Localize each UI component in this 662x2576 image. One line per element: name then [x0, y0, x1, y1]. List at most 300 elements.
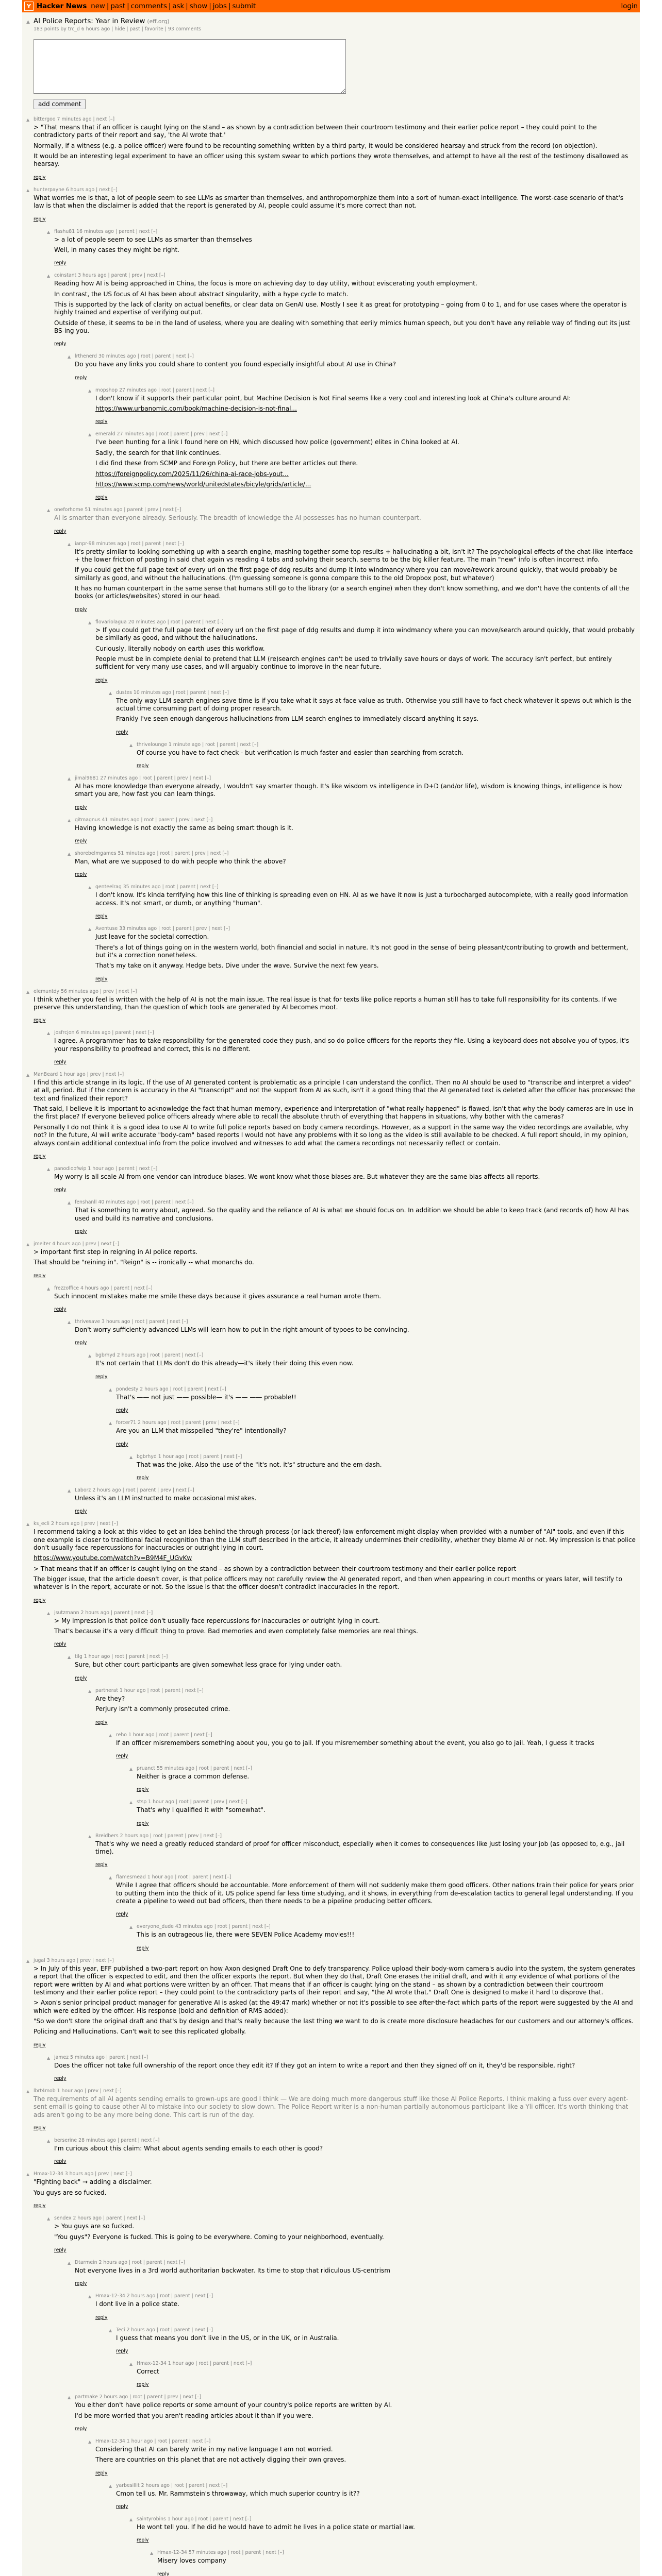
upvote-arrow-icon[interactable]: ▲: [47, 1031, 51, 1036]
reply-link[interactable]: reply: [75, 1509, 87, 1515]
reply-link[interactable]: reply: [95, 2314, 108, 2320]
reply-link[interactable]: reply: [34, 1153, 46, 1159]
comment-meta[interactable]: elemuntdy 56 minutes ago | prev | next [–]: [34, 988, 137, 994]
comment-paragraph: AI has more knowledge than everyone already, I wouldn't say smarter though. It's like wisdom vs intelligence in D+D (and/or life), wisdom is knowing things, intelligence is how smart you are, how fast you can learn things.: [75, 783, 622, 798]
comment-paragraph: I dont live in a police state.: [95, 2300, 179, 2308]
comment: [68, 1199, 640, 1235]
upvote-arrow-icon[interactable]: ▲: [47, 1166, 51, 1172]
comment-paragraph: "You guys"? Everyone is fucked. This is going to be everywhere. Coming to your neighborhood, eventually.: [54, 2233, 384, 2241]
comment: [47, 1285, 640, 1313]
reply-link[interactable]: reply: [137, 2382, 149, 2388]
comment-meta[interactable]: stsp 1 hour ago | root | parent | prev | next [–]: [137, 1799, 247, 1805]
reply-link[interactable]: reply: [137, 763, 149, 769]
comment-text: [34, 1248, 636, 1267]
reply-link[interactable]: reply: [95, 913, 108, 920]
reply-link[interactable]: reply: [34, 1273, 46, 1279]
reply-link[interactable]: reply: [75, 375, 87, 381]
comment-paragraph: Of course you have to fact check - but verification is much faster and easier than searching from scratch.: [137, 749, 464, 756]
comment-meta[interactable]: flamesmead 1 hour ago | root | parent | next [–]: [116, 1874, 231, 1880]
reply-link[interactable]: reply: [116, 729, 128, 735]
upvote-arrow-icon[interactable]: ▲: [68, 1320, 71, 1325]
reply-link[interactable]: reply: [116, 1911, 128, 1918]
upvote-arrow-icon[interactable]: ▲: [47, 2216, 51, 2222]
comment-paragraph: That should be "reining in". "Reign" is -- ironically -- what monarchs do.: [34, 1259, 254, 1266]
comment-text: [75, 824, 636, 832]
comment-text: [75, 1326, 636, 1334]
comment: [88, 2293, 640, 2320]
comment: [68, 817, 640, 844]
comment-text: [116, 1882, 636, 1905]
add-comment-button[interactable]: add comment: [34, 99, 86, 109]
comment-meta[interactable]: flashu81 16 minutes ago | parent | next [–]: [54, 228, 158, 234]
upvote-arrow-icon[interactable]: ▲: [26, 989, 30, 994]
upvote-arrow-icon[interactable]: ▲: [88, 927, 92, 932]
comment: [109, 1420, 640, 1447]
reply-link[interactable]: reply: [95, 419, 108, 425]
comment-text: [34, 996, 636, 1012]
reply-link[interactable]: reply: [54, 260, 67, 266]
nav-separator: |: [168, 2, 171, 10]
comment-paragraph: Perjury isn't a commonly prosecuted crime.: [95, 1705, 230, 1713]
comment-paragraph: Does the officer not take full ownership of the report once they edit it? If they got an intern to write a report and then they signed off on it, they'd be responsible, right?: [54, 2061, 575, 2069]
comment-paragraph: You either don't have police reports or some amount of your country's police reports are written by AI.: [75, 2401, 392, 2409]
comment-meta[interactable]: hunterpayne 6 hours ago | next [–]: [34, 187, 118, 193]
comment-paragraph: Not everyone lives in a 3rd world authoritarian backwater. Its time to stop that ridiculous US-centrism: [75, 2266, 390, 2274]
upvote-arrow-icon[interactable]: ▲: [88, 1834, 92, 1839]
comment-meta[interactable]: lbrt4mob 1 hour ago | prev | next [–]: [34, 2088, 122, 2094]
comment: [47, 2215, 640, 2253]
comment: [109, 690, 640, 736]
reply-link[interactable]: reply: [34, 1597, 46, 1603]
upvote-arrow-icon[interactable]: ▲: [26, 117, 30, 122]
upvote-arrow-icon[interactable]: ▲: [68, 2260, 71, 2265]
nav-separator: |: [106, 2, 109, 10]
comment-paragraph: > Axon's senior principal product manager for generative AI is asked (at the 49:47 mark) whether or not it's possible to see after-the-fact which parts of the report were suggested by the AI and which were edited by the officer. His response (bold and definition of RMS added):: [34, 1999, 633, 2014]
comment-text: [95, 395, 636, 413]
comment-paragraph: There's a lot of things going on in the western world, both financial and social in nature. It's not good in the sense of being pleasant/contributing to growth and betterment, but it's a correction nonetheless.: [95, 943, 628, 959]
comment-text: [54, 1293, 636, 1300]
reply-link[interactable]: reply: [116, 1441, 128, 1447]
reply-link[interactable]: reply: [95, 1374, 108, 1380]
comment: [26, 187, 640, 223]
comment: [129, 1924, 640, 1951]
upvote-arrow-icon[interactable]: ▲: [47, 274, 51, 279]
upvote-arrow-icon[interactable]: ▲: [26, 2172, 30, 2177]
upvote-arrow-icon[interactable]: ▲: [109, 2328, 112, 2333]
comment-meta[interactable]: frezzoffice 4 hours ago | parent | next [–]: [54, 1285, 153, 1291]
upvote-arrow-icon[interactable]: ▲: [88, 2294, 92, 2299]
comment-meta[interactable]: genteelrag 35 minutes ago | root | parent | next [–]: [95, 884, 219, 890]
upvote-arrow-icon[interactable]: ▲: [26, 188, 30, 193]
comment-paragraph: Don't worry sufficiently advanced LLMs will learn how to put in the right amount of typoes to be convincing.: [75, 1326, 409, 1334]
comment-link[interactable]: https://www.youtube.com/watch?v=B9M4F_UGvKw: [34, 1554, 192, 1562]
comment-meta[interactable]: bgbrhyd 2 hours ago | root | parent | next [–]: [95, 1352, 204, 1359]
upvote-arrow-icon[interactable]: ▲: [47, 1286, 51, 1291]
comment-text: [75, 1495, 636, 1502]
login-link[interactable]: login: [621, 2, 638, 10]
reply-link[interactable]: reply: [54, 1641, 67, 1648]
upvote-arrow-icon[interactable]: ▲: [26, 20, 30, 25]
comment-paragraph: This is supported by the lack of clarity on actual benefits, or clear data on GenAI use. Mostly I see it as great for prototyping – going from 0 to 1, and for use cases where the operator is highly trained and expertise of verifying output.: [54, 300, 627, 316]
reply-link[interactable]: reply: [137, 1475, 149, 1481]
reply-link[interactable]: reply: [137, 1787, 149, 1793]
upvote-arrow-icon[interactable]: ▲: [26, 2089, 30, 2094]
reply-link[interactable]: reply: [54, 1059, 67, 1065]
comment-meta[interactable]: jimal9681 27 minutes ago | root | parent | prev | next [–]: [75, 775, 211, 782]
comment-text: [95, 1695, 636, 1714]
reply-link[interactable]: reply: [75, 1340, 87, 1346]
comment-text: [75, 1207, 636, 1223]
comment-paragraph: That's my take on it anyway. Hedge bets. Dive under the wave. Survive the next few years.: [95, 962, 379, 970]
upvote-arrow-icon[interactable]: ▲: [26, 1522, 30, 1527]
upvote-arrow-icon[interactable]: ▲: [47, 229, 51, 234]
comment-paragraph: I've been hunting for a link I found here on HN, which discussed how police (government) elites in China looked at AI.: [95, 438, 459, 446]
comment-text: [137, 2368, 636, 2376]
comment-textarea[interactable]: [34, 39, 346, 94]
upvote-arrow-icon[interactable]: ▲: [129, 1766, 133, 1771]
upvote-arrow-icon[interactable]: ▲: [26, 1958, 30, 1963]
reply-link[interactable]: reply: [75, 804, 87, 810]
upvote-arrow-icon[interactable]: ▲: [129, 2361, 133, 2366]
comment-paragraph: Just leave for the societal correction.: [95, 933, 209, 941]
comment-paragraph: That is something to worry about, agreed. So the quality and the reliance of AI is what we should focus on. In addition we should be able to keep track (and records of) how AI has used and build its narrative and conclusions.: [75, 1207, 629, 1222]
reply-link[interactable]: reply: [95, 495, 108, 501]
comment: [109, 1386, 640, 1414]
reply-link[interactable]: reply: [75, 1229, 87, 1234]
comment-text: [116, 697, 636, 723]
reply-link[interactable]: reply: [95, 677, 108, 683]
comment-text: [54, 2145, 636, 2153]
comment-paragraph: What worries me is that, a lot of people seem to see LLMs as smarter than themselves, and anthropomorphize them into a sort of human-exact intelligence. The worst-case scenario of that's law is that when the disclaimer is added that the report is generated by AI, people could assume it's more correct than not.: [34, 194, 623, 210]
comment-paragraph: You guys are so fucked.: [34, 2189, 107, 2196]
reply-link[interactable]: reply: [54, 1307, 67, 1313]
comment-text: [75, 2401, 636, 2420]
comment: [68, 353, 640, 381]
comment-text: [34, 1965, 636, 2036]
reply-link[interactable]: reply: [95, 1862, 108, 1868]
upvote-arrow-icon[interactable]: ▲: [26, 1242, 30, 1247]
comment: [88, 619, 640, 684]
comment-meta[interactable]: mopshop 27 minutes ago | root | parent | next [–]: [95, 387, 215, 393]
comment-meta[interactable]: jmeiter 4 hours ago | prev | next [–]: [34, 1241, 120, 1247]
comment-text: [75, 548, 636, 601]
upvote-arrow-icon[interactable]: ▲: [68, 354, 71, 360]
upvote-arrow-icon[interactable]: ▲: [88, 388, 92, 393]
comment: [129, 2516, 640, 2544]
reply-link[interactable]: reply: [95, 1719, 108, 1725]
nav-link-show[interactable]: show: [189, 2, 208, 10]
comment: [150, 2550, 640, 2576]
comment-meta[interactable]: lrthenerd 30 minutes ago | root | parent | next [–]: [75, 353, 194, 360]
comment-meta[interactable]: partnerat 1 hour ago | root | parent | next [–]: [95, 1687, 204, 1693]
nav-links: [91, 3, 256, 10]
comment: [88, 884, 640, 920]
comment-paragraph: Outside of these, it seems to be in the land of useless, where you are dealing with something that eerily mimics human speech, but you don't have any reliable way of finding out its just BS-ing you.: [54, 319, 631, 335]
comment-meta[interactable]: fenshanll 40 minutes ago | root | parent | next [–]: [75, 1199, 194, 1206]
comment: [26, 1072, 640, 1160]
comment-meta[interactable]: oneforhome 51 minutes ago | parent | prev | next [–]: [54, 507, 181, 513]
comment: [88, 926, 640, 982]
comment-meta[interactable]: yarbesillit 2 hours ago | root | parent | next [–]: [116, 2482, 228, 2488]
comment-paragraph: AI is smarter than everyone already. Seriously. The breadth of knowledge the AI possesses has no human counterpart.: [54, 514, 421, 522]
upvote-arrow-icon[interactable]: ▲: [129, 1925, 133, 1930]
upvote-arrow-icon[interactable]: ▲: [88, 432, 92, 437]
comment-meta[interactable]: Hmax-12-34 57 minutes ago | root | parent | next [–]: [157, 2550, 284, 2556]
comment-text: [137, 749, 636, 757]
comment-text: [54, 1617, 636, 1636]
upvote-arrow-icon[interactable]: ▲: [68, 1200, 71, 1206]
comment: [26, 2171, 640, 2209]
comment: [68, 541, 640, 613]
comment-meta[interactable]: Aventuse 33 minutes ago | root | parent | prev | next [–]: [95, 926, 230, 932]
reply-link[interactable]: reply: [34, 2125, 46, 2131]
comment: [109, 2327, 640, 2354]
comment-meta[interactable]: bittergoo 7 minutes ago | next [–]: [34, 116, 115, 122]
comment-paragraph: It's not certain that LLMs don't do this already—it's likely their doing this even now.: [95, 1360, 354, 1367]
comment-paragraph: That was the joke. Also the use of the "it's not. it's" structure and the em-dash.: [137, 1461, 382, 1468]
comment-meta[interactable]: panodioofwip 1 hour ago | parent | next [–]: [54, 1165, 158, 1172]
upvote-arrow-icon[interactable]: ▲: [129, 1454, 133, 1460]
upvote-arrow-icon[interactable]: ▲: [129, 742, 133, 748]
reply-link[interactable]: reply: [95, 976, 108, 982]
comment-text: [34, 1528, 636, 1591]
comment-text: [137, 1461, 636, 1469]
comment-meta[interactable]: reho 1 hour ago | root | parent | next [–]: [116, 1732, 212, 1738]
nav-link-ask[interactable]: ask: [172, 2, 185, 10]
story-title[interactable]: AI Police Reports: Year in Review: [34, 18, 145, 25]
comment: [47, 1166, 640, 1193]
comment-meta[interactable]: thrivesave 3 hours ago | root | parent | next [–]: [75, 1319, 188, 1325]
comment: [88, 1688, 640, 1726]
reply-link[interactable]: reply: [137, 1945, 149, 1951]
reply-link[interactable]: reply: [116, 2504, 128, 2510]
comment-paragraph: "So we don't store the original draft and that's by design and that's really because the last thing we want to do is create more disclosure headaches for our customers and our attorney's offices.: [34, 2017, 634, 2025]
comment-meta[interactable]: shorebelmgames 51 minutes ago | root | parent | prev | next [–]: [75, 851, 229, 857]
comment-meta[interactable]: Hmax-12-34 3 hours ago | prev | next [–]: [34, 2171, 132, 2177]
reply-link[interactable]: reply: [116, 1753, 128, 1759]
comment-paragraph: Correct: [137, 2367, 159, 2375]
comment-text: [75, 783, 636, 799]
upvote-arrow-icon[interactable]: ▲: [88, 620, 92, 625]
reply-link[interactable]: reply: [54, 2076, 67, 2082]
story-subtext: 183 points by trc_d 6 hours ago | hide | past | favorite | 93 comments: [34, 26, 201, 32]
upvote-arrow-icon[interactable]: ▲: [109, 1387, 112, 1392]
comment-paragraph: Do you have any links you could share to content you found especially insightful about AI use in China?: [75, 361, 396, 368]
reply-link[interactable]: reply: [54, 1187, 67, 1193]
reply-link[interactable]: reply: [157, 2571, 170, 2576]
reply-link[interactable]: reply: [116, 2348, 128, 2354]
comment-paragraph: > "That means that if an officer is caught lying on the stand – as shown by a contradiction between their courtroom testimony and their earlier police report – they could point to the contradictory parts of their report and say, 'the AI wrote that.': [34, 124, 597, 139]
upvote-arrow-icon[interactable]: ▲: [47, 508, 51, 513]
comment: [68, 1487, 640, 1515]
y-logo-icon[interactable]: Y: [24, 2, 34, 11]
upvote-arrow-icon[interactable]: ▲: [68, 1655, 71, 1660]
upvote-arrow-icon[interactable]: ▲: [47, 2055, 51, 2060]
comment-paragraph: > My impression is that police don't usually face repercussions for inaccuracies or outright lying in court.: [54, 1617, 380, 1624]
comment-paragraph: Neither is grace a common defense.: [137, 1772, 250, 1780]
nav-separator: |: [127, 2, 129, 10]
upvote-arrow-icon[interactable]: ▲: [109, 1875, 112, 1880]
comment-text: [34, 2095, 636, 2119]
reply-link[interactable]: reply: [137, 1820, 149, 1826]
upvote-arrow-icon[interactable]: ▲: [68, 776, 71, 782]
comment-meta[interactable]: Hmax-12-34 2 hours ago | root | parent | next [–]: [95, 2293, 213, 2299]
comment-paragraph: Having knowledge is not exactly the same as being smart though is it.: [75, 824, 293, 832]
comment-meta[interactable]: josfrcjon 6 minutes ago | parent | next [–]: [54, 1030, 154, 1036]
comment: [88, 2438, 640, 2477]
comment-meta[interactable]: pondesty 2 hours ago | root | parent | next [–]: [116, 1386, 226, 1392]
story: [22, 12, 640, 111]
comment-paragraph: While I agree that officers should be accountable. More enforcement of them will not suddenly make them good officers. Other nations train their police for years prior to putting them into the thick of it. US police spend far less time studying, and it shows, in everything from de-escalation tactics to general legal understanding. If you create a pipeline to weed out bad officers, then there needs to be a pipeline producing better officers.: [116, 1882, 634, 1905]
upvote-arrow-icon[interactable]: ▲: [129, 1800, 133, 1805]
comment-meta[interactable]: ks_ecli 2 hours ago | prev | next [–]: [34, 1521, 118, 1527]
comment-paragraph: I recommend taking a look at this video to get an idea behind the through process (or lack thereof) law enforcement might display when provided with a number of "AI" tools, and even if this one example is closer to traditional facial recognition than the LLM stuff described in the article, it already undermines their credibility, whether they blame AI or not. My impression is that police don't usually face repercussions for inaccuracies or outright lying in court.: [34, 1528, 636, 1551]
comment-meta[interactable]: ianpr-98 minutes ago | root | parent | next [–]: [75, 540, 184, 547]
comment: [109, 2483, 640, 2510]
comment: [68, 851, 640, 878]
comment-paragraph: If you could get the full page text of every url on the first page of ddg results and dump it into windmancy where you can move/rework around quickly, that would probably be similarly as good, and without the hallucinations. (I'm guessing someone is gonna compare this to the old Dropbox post, but whatever): [75, 566, 618, 582]
upvote-arrow-icon[interactable]: ▲: [68, 541, 71, 547]
upvote-arrow-icon[interactable]: ▲: [150, 2551, 154, 2556]
comment-paragraph: People must be in complete denial to pretend that LLM (re)search engines can't be used to trivially save hours or days of work. The accuracy isn't perfect, but entirely sufficient for very many use cases, and will arguably continue to improve in the near future.: [95, 655, 612, 671]
comment-paragraph: Well, in many cases they might be right.: [54, 246, 180, 253]
nav-separator: |: [186, 2, 188, 10]
comment-meta[interactable]: thrivelounge 1 minute ago | root | parent | next [–]: [137, 741, 259, 748]
comment-paragraph: If an officer misremembers something about you, you go to jail. If you misremember something about the event, you also go to jail. Yeah, I guess it tracks: [116, 1739, 594, 1747]
comment-tree: [22, 116, 640, 2576]
comment-meta[interactable]: forcer71 2 hours ago | root | parent | prev | next [–]: [116, 1420, 240, 1426]
reply-link[interactable]: reply: [54, 2159, 67, 2165]
comment-meta[interactable]: partmake 2 hours ago | root | parent | prev | next [–]: [75, 2394, 202, 2400]
reply-link[interactable]: reply: [75, 1675, 87, 1681]
reply-link[interactable]: reply: [34, 2042, 46, 2048]
comment-text: [54, 2223, 636, 2241]
comment-meta[interactable]: tilg 1 hour ago | root | parent | next [–]: [75, 1654, 168, 1660]
comment-meta[interactable]: saintyrobins 1 hour ago | root | parent | next [–]: [137, 2516, 252, 2522]
comment-paragraph: I find this article strange in its logic. If the use of AI generated content is problematic as a principle I can understand the conflict. Then no AI should be used to "transcribe and interpret a video" at all, period. But if the concern is accuracy in the AI "transcript" and not the support from AI as such, isn't it a good thing that the AI generated text is deleted after the officer has processed the text and finalized their report?: [34, 1079, 635, 1102]
comment-meta[interactable]: jsutzmann 2 hours ago | parent | next [–]: [54, 1609, 153, 1616]
upvote-arrow-icon[interactable]: ▲: [109, 1421, 112, 1426]
comment-meta[interactable]: Hmax-12-34 1 hour ago | root | parent | next [–]: [95, 2438, 211, 2445]
comment-link[interactable]: https://www.scmp.com/news/world/unitedstates/bicyle/grids/article/...: [95, 480, 311, 488]
reply-link[interactable]: reply: [34, 216, 46, 222]
nav-link-jobs[interactable]: jobs: [212, 2, 227, 10]
comment: [88, 387, 640, 426]
reply-link[interactable]: reply: [75, 872, 87, 878]
reply-link[interactable]: reply: [54, 2247, 67, 2253]
comment: [88, 1833, 640, 1869]
comment-meta[interactable]: jugal 3 hours ago | prev | next [–]: [34, 1957, 114, 1963]
reply-link[interactable]: reply: [75, 838, 87, 844]
comment-text: [116, 1427, 636, 1435]
reply-link[interactable]: reply: [116, 1408, 128, 1414]
comment-meta[interactable]: everyone_dude 43 minutes ago | root | parent | next [–]: [137, 1924, 271, 1930]
comment-meta[interactable]: sendex 2 hours ago | parent | next [–]: [54, 2215, 145, 2222]
upvote-arrow-icon[interactable]: ▲: [47, 2139, 51, 2144]
comment-paragraph: I guess that means you don't live in the US, or in the UK, or in Australia.: [116, 2334, 339, 2342]
comment-paragraph: Sure, but other court participants are given somewhat less grace for lying under oath.: [75, 1661, 342, 1669]
nav-link-comments[interactable]: comments: [130, 2, 167, 10]
upvote-arrow-icon[interactable]: ▲: [68, 852, 71, 857]
upvote-arrow-icon[interactable]: ▲: [88, 1688, 92, 1693]
nav-link-submit[interactable]: submit: [232, 2, 256, 10]
story-site[interactable]: (eff.org): [147, 18, 170, 25]
comment-paragraph: The requirements of all AI agents sending emails to grown-ups are good I think — We are doing much more dangerous stuff like those AI Police Reports. I think making a fuss over every agent-sent email is going to cause other AI to mistake into our society to slow down. The Police Report writer is a non-human partially autonomous participant like a Yli officer. It's worth thinking that ads aren't going to be any more being done. This cart is run of the day.: [34, 2095, 628, 2119]
upvote-arrow-icon[interactable]: ▲: [109, 1733, 112, 1738]
reply-link[interactable]: reply: [137, 2537, 149, 2544]
comment-meta[interactable]: gitmagnus 41 minutes ago | root | parent | prev | next [–]: [75, 817, 213, 823]
comment-text: [116, 1394, 636, 1401]
comment-meta[interactable]: emerald 27 minutes ago | root | parent | prev | next [–]: [95, 431, 228, 437]
comment-text: [95, 891, 636, 907]
reply-link[interactable]: reply: [75, 2281, 87, 2287]
reply-link[interactable]: reply: [34, 174, 46, 180]
comment-paragraph: In contrast, the US focus of AI has been about abstract singularity, with a hype cycle to match.: [54, 290, 349, 298]
comment: [26, 116, 640, 181]
upvote-arrow-icon[interactable]: ▲: [68, 1488, 71, 1493]
comment-text: [54, 1037, 636, 1053]
comment-meta[interactable]: Dtarmein 2 hours ago | root | parent | next [–]: [75, 2259, 186, 2265]
comment: [129, 2361, 640, 2388]
comment: [129, 1454, 640, 1481]
comment-paragraph: Curiously, literally nobody on earth uses this workflow.: [95, 645, 265, 652]
upvote-arrow-icon[interactable]: ▲: [88, 2439, 92, 2445]
comment-meta[interactable]: pruanct 55 minutes ago | root | parent | next [–]: [137, 1765, 253, 1771]
reply-link[interactable]: reply: [54, 341, 67, 347]
comment-paragraph: Personally I do not think it is a good idea to use AI to write full police reports based on body camera recordings. However, as a support in the same way the video recordings are available, why not? In the future, AI will write accurate "body-cam" based reports I would not have any problems with it so long as the video is still available to be checked. A full report should, in my opinion, always contain additional contextual info from the police involved and witnesses to add what the camera recordings not necessarily reflect or contain.: [34, 1123, 628, 1147]
comment-meta[interactable]: dustes 10 minutes ago | root | parent | next [–]: [116, 689, 229, 696]
reply-link[interactable]: reply: [95, 2470, 108, 2476]
site-title[interactable]: Hacker News: [37, 2, 87, 10]
comment-paragraph: I don't know. It's kinda terrifying how this line of thinking is spreading even on HN. AI as we have it now is just a turbocharged autocomplete, with a really good information access. It's not smart, or dumb, or anything "human".: [95, 891, 628, 907]
comment-paragraph: Such innocent mistakes make me smile these days because it gives assurance a real human wrote them.: [54, 1292, 382, 1300]
comment-paragraph: He wont tell you. If he did he would have to admit he lives in a police state or martial law.: [137, 2523, 415, 2531]
comment-meta[interactable]: Hmax-12-34 1 hour ago | root | parent | next [–]: [137, 2360, 252, 2366]
upvote-arrow-icon[interactable]: ▲: [109, 690, 112, 696]
comment-paragraph: I agree. A programmer has to take responsibility for the generated code they push, and so do police officers for the reports they file. Using a keyboard does not absolve you of typos, it's your responsibility to proofread and correct, this is no different.: [54, 1037, 630, 1053]
comment-meta[interactable]: Laborz 2 hours ago | root | parent | prev | next [–]: [75, 1487, 194, 1493]
comment-paragraph: That said, I believe it is important to acknowledge the fact that human memory, experience and interpretation of "what really happened" is flawed, isn't that why the body cameras are in use in the first place? If everyone believed police officers already where able to recall the absolute thruth of everything that happens in situations, why bother with the cameras?: [34, 1105, 634, 1121]
reply-link[interactable]: reply: [75, 606, 87, 613]
upvote-arrow-icon[interactable]: ▲: [109, 2483, 112, 2488]
comment-link[interactable]: https://foreignpolicy.com/2025/11/26/china-ai-race-jobs-yout...: [95, 470, 289, 478]
comment-meta[interactable]: jamez 5 minutes ago | parent | next [–]: [54, 2054, 148, 2060]
reply-link[interactable]: reply: [54, 528, 67, 534]
reply-link[interactable]: reply: [75, 2426, 87, 2432]
comment-meta[interactable]: ManBeard 1 hour ago | prev | next [–]: [34, 1072, 124, 1078]
nav-link-new[interactable]: new: [91, 2, 105, 10]
upvote-arrow-icon[interactable]: ▲: [68, 818, 71, 823]
reply-link[interactable]: reply: [34, 2203, 46, 2209]
upvote-arrow-icon[interactable]: ▲: [47, 1611, 51, 1616]
comment-text: [137, 2523, 636, 2531]
upvote-arrow-icon[interactable]: ▲: [129, 2517, 133, 2522]
upvote-arrow-icon[interactable]: ▲: [88, 885, 92, 890]
upvote-arrow-icon[interactable]: ▲: [26, 1073, 30, 1078]
upvote-arrow-icon[interactable]: ▲: [88, 1353, 92, 1359]
reply-link[interactable]: reply: [34, 1018, 46, 1024]
comment-link[interactable]: https://www.urbanomic.com/book/machine-decision-is-not-final...: [95, 405, 297, 413]
nav-link-past[interactable]: past: [110, 2, 126, 10]
comment-meta[interactable]: bgbrhyd 1 hour ago | root | parent | next [–]: [137, 1453, 242, 1460]
comment-text: [95, 626, 636, 671]
upvote-arrow-icon[interactable]: ▲: [68, 2395, 71, 2400]
comment-meta[interactable]: Teci 2 hours ago | root | parent | next [–]: [116, 2327, 213, 2333]
comment-meta[interactable]: berserine 28 minutes ago | parent | next [–]: [54, 2138, 160, 2144]
comment-meta[interactable]: flovariolagua 20 minutes ago | root | parent | next [–]: [95, 619, 224, 625]
comment-meta[interactable]: coinstant 3 hours ago | parent | prev | next [–]: [54, 273, 166, 279]
comment-meta[interactable]: Breidbers 2 hours ago | root | parent | prev | next [–]: [95, 1833, 222, 1839]
